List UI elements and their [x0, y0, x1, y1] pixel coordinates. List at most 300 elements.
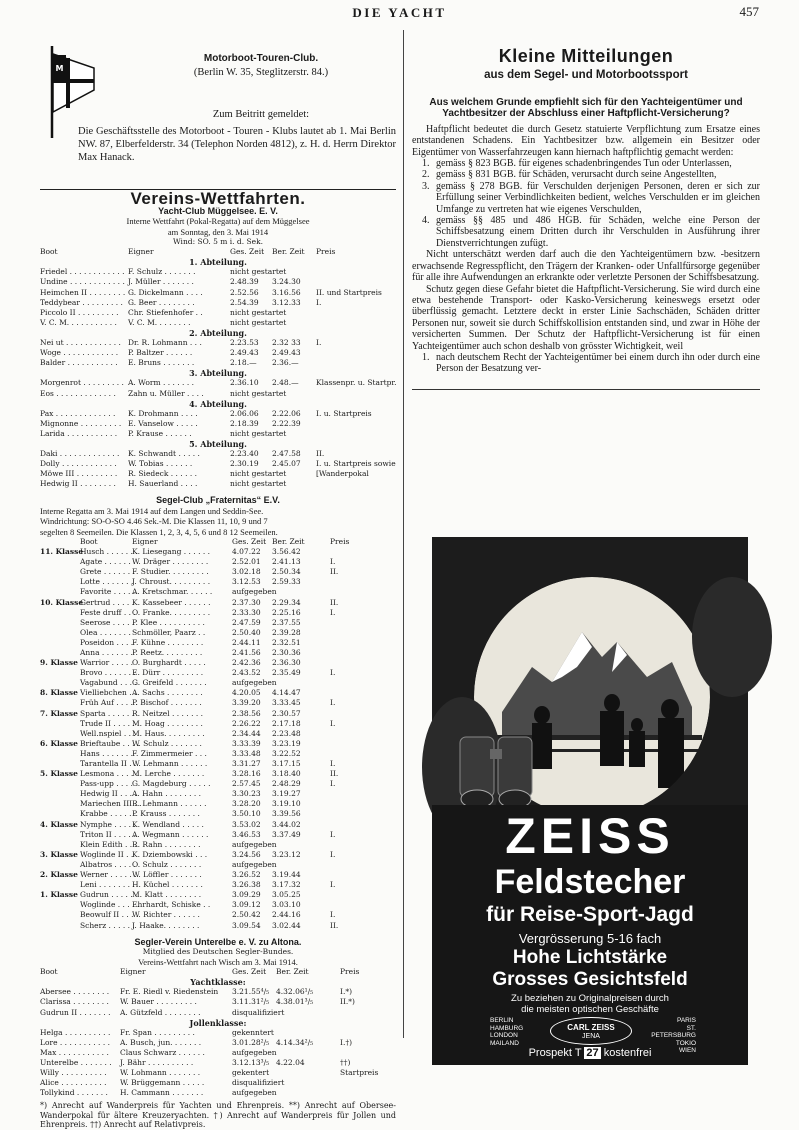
table-cell: 3.33.48: [232, 748, 261, 758]
table-cell: Klein Edith . . .: [80, 839, 137, 849]
table-cell: I.: [316, 338, 322, 348]
ad-city: LONDON: [490, 1032, 518, 1040]
table-cell: K. Dziembowski . . .: [132, 849, 208, 859]
article-list: [412, 352, 760, 375]
article-paragraph: Schutz gegen diese Gefahr bietet die Haftpflicht-Versicherung. Sie wird durch eine etwa bestehende Transport- oder Kasko-Versicherung keineswegs ersetzt oder überflüssig gemacht. Letztere deckt in erster Linie Sachschäden, Schäden dritter Personen nur, soweit sie durch Schiffskollision entstanden sind, und zwar in Höhe der versicherten Summen. Der Schutz der Haftpflicht-Versicherung ist für einen Yachteigentümer auch schon deshalb von grösster Wichtigkeit, weil: [412, 283, 760, 352]
table-cell: I. u. Startpreis: [316, 408, 372, 418]
table-cell: 2.34.44: [232, 728, 261, 738]
race-wind: Windrichtung: SO-O-SO 4.46 Sek.-M. Die Klassen 11, 10, 9 und 7: [40, 516, 268, 527]
table-cell: 2. Klasse: [40, 870, 78, 880]
table-cell: Seerose . . . . .: [80, 617, 135, 627]
table-cell: Hedwig II . . . . . . . .: [40, 479, 116, 489]
table-cell: R. Rahn . . . . . . . .: [132, 839, 201, 849]
table-cell: M. Lerche . . . . . . .: [132, 769, 205, 779]
table-cell: Alice . . . . . . . . . .: [40, 1078, 107, 1088]
table-cell: Fr. Span . . . . . . . . .: [120, 1027, 195, 1037]
table-cell: Lotte . . . . . . .: [80, 577, 134, 587]
race-club: Segler-Verein Unterelbe e. V. zu Altona.: [134, 936, 302, 947]
table-cell: 3.28.16: [232, 769, 261, 779]
table-cell: nicht gestartet: [230, 307, 287, 317]
list-item: [412, 169, 760, 180]
table-cell: Zahn u. Müller . . . .: [128, 388, 204, 398]
column-header: Preis: [316, 247, 336, 257]
table-cell: II.: [330, 920, 339, 930]
column-header: Eigner: [132, 537, 158, 547]
table-cell: I.†): [340, 1037, 353, 1047]
table-cell: 2.50.40: [232, 627, 261, 637]
list-item: [412, 181, 760, 215]
table-cell: nicht gestartet: [230, 428, 287, 438]
table-row: [40, 658, 396, 668]
table-cell: aufgegeben: [232, 839, 277, 849]
table-cell: I.: [330, 910, 336, 920]
table-cell: H. Sauerland . . . .: [128, 479, 198, 489]
table-cell: Morgenrot . . . . . . . . .: [40, 378, 124, 388]
table-cell: Beowulf II . . . .: [80, 910, 139, 920]
table-cell: A. Gützfeld . . . . . . . .: [120, 1007, 201, 1017]
table-cell: Helga . . . . . . . . . .: [40, 1027, 111, 1037]
group-heading: Jollenklasse:: [189, 1017, 247, 1028]
table-cell: 3.11.31²/₅: [232, 997, 270, 1007]
table-row: [40, 378, 396, 388]
table-cell: 2.06.06: [230, 408, 259, 418]
table-cell: Willy . . . . . . . . . .: [40, 1068, 107, 1078]
table-cell: A. Worm . . . . . . .: [128, 378, 194, 388]
table-cell: Brovo . . . . . . .: [80, 668, 136, 678]
table-cell: Balder . . . . . . . . . . .: [40, 358, 118, 368]
table-cell: 3.19.10: [272, 799, 301, 809]
table-row: [40, 389, 396, 399]
table-cell: Triton II . . . . .: [80, 829, 136, 839]
table-cell: 3.31.27: [232, 759, 261, 768]
table-row: [40, 409, 396, 419]
table-cell: Piccolo II . . . . . . . . .: [40, 307, 119, 317]
group-heading: Yachtklasse:: [190, 977, 246, 988]
table-cell: W. Tobias . . . . . .: [128, 459, 193, 469]
table-cell: 3.01.28²/₅: [232, 1037, 270, 1047]
group-heading: 3. Abteilung.: [189, 368, 247, 379]
table-cell: 2.39.28: [272, 627, 301, 637]
race-date: am Sonntag, den 3. Mai 1914: [167, 226, 269, 237]
table-cell: 1. Klasse: [40, 890, 78, 900]
table-cell: K. Wendland . . . . .: [132, 819, 204, 829]
table-row: [40, 769, 396, 779]
table-row: [40, 1068, 396, 1078]
table-row: [40, 698, 396, 708]
table-cell: 3.17.32: [272, 880, 301, 890]
page-header: [0, 4, 799, 22]
table-cell: E. Dürr . . . . . . . . .: [132, 668, 204, 678]
table-cell: Pass-upp . . . .: [80, 779, 133, 789]
ad-city: TOKIO: [675, 1039, 696, 1047]
table-cell: Fr. E. Riedl v. Riedenstein: [120, 987, 219, 997]
table-cell: 3.19.44: [272, 870, 301, 880]
table-cell: 3.16.56: [272, 287, 301, 297]
table-cell: H. Cammann . . . . . . .: [120, 1088, 204, 1098]
table-row: [40, 719, 396, 729]
table-cell: 3.39.20: [232, 698, 261, 708]
table-row: [40, 820, 396, 830]
table-row: [40, 449, 396, 459]
table-cell: V. C. M. . . . . . . .: [128, 317, 191, 327]
table-cell: 3.09.29: [232, 890, 261, 900]
footnote: *) Anrecht auf Wanderpreis für Yachten und Ehrenpreis. **) Anrecht auf Obersee-Wanderpokal für ältere Kreuzeryachten. †) Anrecht auf Wanderpreis für Jollen und Ehrenpreis. ††) Anrecht auf Relativpreis.: [40, 1101, 396, 1130]
table-cell: 3.28.20: [232, 799, 261, 809]
ad-product: Feldstecher: [494, 863, 686, 901]
table-cell: 3.44.02: [272, 819, 301, 829]
table-cell: M. Hoag . . . . . . . .: [132, 718, 203, 728]
table-cell: Lore . . . . . . . . . . .: [40, 1037, 110, 1047]
table-cell: 2.18.—: [230, 358, 257, 368]
table-cell: 2.52.01: [232, 557, 261, 567]
table-cell: Woglinde II . .: [80, 849, 134, 859]
table-cell: J. Müller . . . . . . .: [128, 277, 194, 287]
table-row: [40, 688, 396, 698]
table-cell: 2.29.34: [272, 597, 301, 607]
table-cell: 2.36.10: [230, 378, 259, 388]
table-cell: 2.59.33: [272, 577, 301, 587]
table-row: [40, 921, 396, 931]
group-heading: 1. Abteilung.: [189, 257, 247, 268]
table-cell: A. Kretschmar. . . . . .: [132, 587, 213, 597]
table-cell: 2.47.58: [272, 449, 301, 459]
table-row: [40, 1058, 396, 1068]
table-cell: 2.47.59: [232, 617, 261, 627]
list-item: [412, 215, 760, 249]
article-list: [412, 158, 760, 249]
table-cell: ††): [340, 1058, 351, 1068]
table-row: [40, 910, 396, 920]
table-cell: Tollykind . . . . . . .: [40, 1088, 108, 1098]
table-cell: Gudrun . . . . . .: [80, 890, 138, 900]
table-cell: 2.23.40: [230, 449, 259, 459]
table-cell: 2.37.55: [272, 617, 301, 627]
column-header: Ges. Zeit: [230, 247, 265, 257]
table-cell: 2.49.43: [230, 348, 259, 358]
table-row: [40, 997, 396, 1007]
table-cell: 2.44.16: [272, 910, 301, 920]
ad-city: MAILAND: [490, 1039, 519, 1047]
table-cell: Ehrhardt, Schiske . .: [132, 900, 211, 910]
table-cell: I.: [330, 668, 336, 678]
table-cell: 2.35.49: [272, 668, 301, 678]
list-text: gemäss §§ 485 und 486 HGB. für Schäden, welche eine Person der Schiffsbesatzung einem Dritten durch ihr Verschulden in Ausführung ihrer Dienstverrichtungen zufügt.: [436, 215, 760, 249]
list-number: 2.: [422, 169, 430, 181]
table-row: [40, 880, 396, 890]
table-cell: 3.19.27: [272, 789, 301, 799]
column-header: Boot: [40, 967, 58, 977]
table-row: [40, 830, 396, 840]
table-cell: I.*): [340, 987, 353, 997]
table-cell: II. und Startpreis: [316, 287, 382, 297]
table-cell: 4.38.01³/₅: [276, 997, 314, 1007]
table-cell: 2.52.56: [230, 287, 259, 297]
table-cell: [Wanderpokal: [316, 469, 369, 479]
table-cell: A. Busch, jun. . . . . . .: [120, 1037, 202, 1047]
table-cell: J. Haake. . . . . . . .: [132, 920, 200, 930]
race-club: Segel-Club „Fraternitas“ E.V.: [156, 495, 280, 506]
table-cell: nicht gestartet: [230, 267, 287, 277]
race-desc: Interne Regatta am 3. Mai 1914 auf dem Langen und Seddin-See.: [40, 505, 264, 516]
table-row: [40, 338, 396, 348]
table-cell: W. Dräger . . . . . . . .: [132, 557, 209, 567]
table-cell: P. Reetz. . . . . . . . .: [132, 647, 203, 657]
table-cell: Husch . . . . . . .: [80, 547, 138, 557]
table-cell: Gudrun II . . . . . . .: [40, 1007, 111, 1017]
table-row: [40, 587, 396, 597]
table-cell: 2.50.34: [272, 567, 301, 577]
table-row: [40, 628, 396, 638]
table-cell: 3.30.23: [232, 789, 261, 799]
table-cell: aufgegeben: [232, 1088, 277, 1098]
table-row: [40, 648, 396, 658]
column-header: Boot: [80, 537, 98, 547]
table-row: [40, 1088, 396, 1098]
table-cell: W. Schulz . . . . . . .: [132, 738, 202, 748]
table-cell: Vagabund . . . .: [80, 678, 137, 688]
table-row: [40, 618, 396, 628]
table-cell: aufgegeben: [232, 678, 277, 688]
table-row: [40, 577, 396, 587]
table-row: [40, 840, 396, 850]
table-row: [40, 638, 396, 648]
table-cell: 2.30.36: [272, 647, 301, 657]
table-cell: 3.05.25: [272, 890, 301, 900]
table-row: [40, 1048, 396, 1058]
table-cell: V. C. M. . . . . . . . . . .: [40, 317, 117, 327]
article-paragraph: Haftpflicht bedeutet die durch Gesetz statuierte Verpflichtung zum Ersatze eines entstandenen Schadens. Ein Yachtbesitzer bzw. allgemein ein Besitzer oder Eigentümer von Wasserfahrzeugen kann hiernach haftpflichtig gemacht werden:: [412, 123, 760, 158]
table-cell: 2.36.—: [272, 358, 299, 368]
table-cell: Daki . . . . . . . . . . . . .: [40, 449, 120, 459]
table-cell: 3.24.56: [232, 849, 261, 859]
table-cell: Mignonne . . . . . . . . .: [40, 418, 122, 428]
ad-dealers: die meisten optischen Geschäfte: [521, 1004, 659, 1015]
table-row: [40, 288, 396, 298]
table-cell: Olea . . . . . . .: [80, 627, 131, 637]
table-cell: 3.23.12: [272, 849, 301, 859]
page-number: 457: [739, 4, 759, 19]
table-row: [40, 729, 396, 739]
table-cell: Poseidon . . . .: [80, 637, 134, 647]
table-cell: 7. Klasse: [40, 708, 78, 718]
table-row: [40, 598, 396, 608]
table-cell: 4.14.47: [272, 688, 301, 698]
table-cell: 3.12.33: [272, 297, 301, 307]
table-cell: Schmöller, Paarz . .: [132, 627, 206, 637]
club-name: Motorboot-Touren-Club.: [203, 53, 319, 64]
table-cell: Lesmona . . . . .: [80, 769, 139, 779]
table-row: [40, 429, 396, 439]
table-cell: Undine . . . . . . . . . . . .: [40, 277, 125, 287]
table-cell: 4.07.22: [232, 547, 261, 557]
table-cell: 2.42.36: [232, 658, 261, 668]
table-cell: G. Magdeburg . . . . .: [132, 779, 211, 789]
table-cell: P. Bischof . . . . . . .: [132, 698, 202, 708]
table-cell: 10. Klasse: [40, 597, 84, 607]
club-text: Die Geschäftsstelle des Motorboot - Touren - Klubs lautet ab 1. Mai Berlin NW. 87, Elberfelderstr. 34 (Telephon Norden 4812), z. H. d. Herrn Direktor Max Hanack.: [78, 126, 396, 164]
table-row: [40, 469, 396, 479]
table-cell: I.: [330, 607, 336, 617]
table-cell: A. Sachs . . . . . . . .: [132, 688, 203, 698]
club-announcement: Zum Beitritt gemeldet:: [212, 109, 310, 120]
table-cell: Heimchen II . . . . . . . .: [40, 287, 126, 297]
table-row: [40, 318, 396, 328]
table-cell: 4.32.06¹/₅: [276, 987, 314, 997]
table-cell: 4.20.05: [232, 688, 261, 698]
table-cell: 2.48.39: [230, 277, 259, 287]
logo-text: JENA: [582, 1033, 600, 1040]
table-cell: 3.12.53: [232, 577, 261, 587]
table-cell: W. Brüggemann . . . . .: [120, 1078, 205, 1088]
table-cell: Grete . . . . . . .: [80, 567, 135, 577]
table-cell: E. Bruns . . . . . . .: [128, 358, 195, 368]
table-cell: 11. Klasse: [40, 547, 84, 557]
table-cell: P. Klee . . . . . . . . . .: [132, 617, 205, 627]
table-cell: Brieftaube . . . .: [80, 738, 140, 748]
column-header: Ber. Zeit: [272, 537, 305, 547]
table-cell: Favorite . . . . .: [80, 587, 136, 597]
logo-text: CARL ZEISS: [567, 1023, 615, 1032]
table-cell: I.: [316, 297, 322, 307]
list-number: 4.: [422, 215, 430, 227]
ad-city: HAMBURG: [490, 1024, 524, 1032]
table-cell: 2.41.56: [232, 647, 261, 657]
table-row: [40, 759, 396, 769]
table-cell: 2.23.48: [272, 728, 301, 738]
table-cell: Nei ut . . . . . . . . . . . .: [40, 338, 121, 348]
table-cell: 2.49.43: [272, 348, 301, 358]
race-wind: Wind: SO. 5 m i. d. Sek.: [172, 237, 264, 247]
table-cell: 3.26.38: [232, 880, 261, 890]
table-cell: Dr. R. Lohmann . . .: [128, 338, 202, 348]
race-club: Yacht-Club Müggelsee. E. V.: [158, 206, 278, 217]
table-cell: disqualifiziert: [232, 1007, 285, 1017]
table-cell: F. Schulz . . . . . . .: [128, 267, 196, 277]
table-cell: 3.23.19: [272, 738, 301, 748]
table-cell: 2.50.42: [232, 910, 261, 920]
prospectus-label: Prospekt T: [528, 1047, 582, 1059]
table-cell: 2.22.06: [272, 408, 301, 418]
table-cell: 2.43.52: [232, 668, 261, 678]
table-cell: J. Bähr . . . . . . . . . .: [120, 1058, 194, 1068]
table-cell: II.: [330, 597, 339, 607]
right-column: [412, 30, 760, 1059]
table-cell: Anna . . . . . . .: [80, 647, 133, 657]
ad-city: WIEN: [679, 1047, 696, 1055]
table-row: [40, 739, 396, 749]
table-cell: 3.33.39: [232, 738, 261, 748]
table-row: [40, 348, 396, 358]
table-cell: 3.02.44: [272, 920, 301, 930]
table-cell: 9. Klasse: [40, 658, 78, 668]
results-table: [40, 257, 396, 489]
table-cell: disqualifiziert: [232, 1078, 285, 1088]
race-membership: Mitglied des Deutschen Segler-Bundes.: [142, 946, 294, 956]
table-cell: M. Klatt . . . . . . . .: [132, 890, 202, 900]
table-cell: 2.25.16: [272, 607, 301, 617]
article-question: Aus welchem Grunde empfiehlt sich für den Yachteigentümer und Yachtbesitzer der Abschluss einer Haftpflicht-Versicherung?: [429, 97, 743, 120]
table-cell: Larida . . . . . . . . . . .: [40, 428, 118, 438]
table-cell: W. Lohmann . . . . . . .: [120, 1068, 201, 1078]
table-cell: Hedwig II . . . .: [80, 789, 137, 799]
table-cell: 3.53.02: [232, 819, 261, 829]
club-notice: [40, 30, 396, 190]
table-cell: 2.57.45: [232, 779, 261, 789]
table-cell: I.: [330, 849, 336, 859]
table-cell: Albatros . . . . .: [80, 859, 136, 869]
table-cell: Gertrud . . . . .: [80, 597, 135, 607]
table-cell: K. Drohmann . . . .: [128, 408, 198, 418]
table-cell: Friedel . . . . . . . . . . . .: [40, 267, 125, 277]
section-subtitle: aus dem Segel- und Motorbootssport: [484, 69, 688, 81]
table-cell: 3.37.49: [272, 829, 301, 839]
table-cell: Krabbe . . . . . .: [80, 809, 137, 819]
table-cell: W. Lehmann . . . . . .: [132, 759, 208, 768]
table-cell: I.: [330, 759, 336, 768]
table-cell: A. Wegmann . . . . . .: [132, 829, 209, 839]
table-cell: 3.24.30: [272, 277, 301, 287]
table-row: [40, 870, 396, 880]
table-cell: gekentert: [232, 1068, 270, 1078]
table-row: [40, 358, 396, 368]
column-header: Eigner: [128, 247, 154, 257]
list-text: gemäss § 831 BGB. für Schäden, verursacht durch seine Angestellten,: [436, 169, 717, 181]
table-cell: E. Vanselow . . . . .: [128, 418, 198, 428]
table-cell: Well.nspiel . . .: [80, 728, 136, 738]
table-cell: Clarissa . . . . . . . .: [40, 997, 109, 1007]
table-cell: Vielliebchen . .: [80, 688, 137, 698]
table-row: [40, 308, 396, 318]
column-header: Preis: [330, 537, 350, 547]
table-cell: 3.09.12: [232, 900, 261, 910]
table-cell: gekenntert: [232, 1027, 274, 1037]
table-cell: Nymphe . . . . .: [80, 819, 136, 829]
list-text: gemäss § 278 BGB. für Verschulden derjenigen Personen, deren er sich zur Erfüllung seiner Verbindlichkeiten bedient, welches Verschulden er im gleichen Umfange zu vertreten hat wie eigenes Verschulden,: [436, 180, 760, 215]
table-row: [40, 298, 396, 308]
table-cell: 3.26.52: [232, 870, 261, 880]
column-header: Ges. Zeit: [232, 537, 267, 547]
table-cell: Eos . . . . . . . . . . . . .: [40, 388, 116, 398]
table-cell: F. Kühne . . . . . . . .: [132, 637, 204, 647]
table-cell: O. Franke. . . . . . . . .: [132, 607, 211, 617]
table-cell: 5. Klasse: [40, 769, 78, 779]
table-row: [40, 419, 396, 429]
table-row: [40, 479, 396, 489]
list-number: 3.: [422, 180, 430, 192]
table-cell: Früh Auf . . . . .: [80, 698, 138, 708]
table-cell: 2.30.19: [230, 459, 259, 469]
list-text: gemäss § 823 BGB. für eigenes schadenbringendes Tun oder Unterlassen,: [436, 158, 732, 170]
table-cell: Leni . . . . . . . .: [80, 880, 135, 890]
table-cell: O. Schulz . . . . . . .: [132, 859, 202, 869]
table-row: [40, 1008, 396, 1018]
table-cell: I. u. Startpreis sowie: [316, 459, 396, 469]
table-row: [40, 1078, 396, 1088]
table-cell: Pax . . . . . . . . . . . . .: [40, 408, 116, 418]
race-desc: Interne Wettfahrt (Pokal-Regatta) auf dem Müggelsee: [126, 216, 310, 227]
table-cell: 2.32.51: [272, 637, 301, 647]
table-cell: Mariechen III . .: [80, 799, 142, 809]
table-cell: G. Dickelmann . . . .: [128, 287, 203, 297]
table-cell: 2.45.07: [272, 459, 301, 469]
table-cell: Claus Schwarz . . . . . .: [120, 1047, 205, 1057]
table-cell: Woge . . . . . . . . . . . .: [40, 348, 119, 358]
results-table: [40, 977, 396, 1098]
results-header: [40, 967, 396, 977]
table-row: [40, 749, 396, 759]
ad-city: BERLIN: [490, 1017, 514, 1024]
table-cell: K. Kassebeer . . . . . .: [132, 597, 211, 607]
